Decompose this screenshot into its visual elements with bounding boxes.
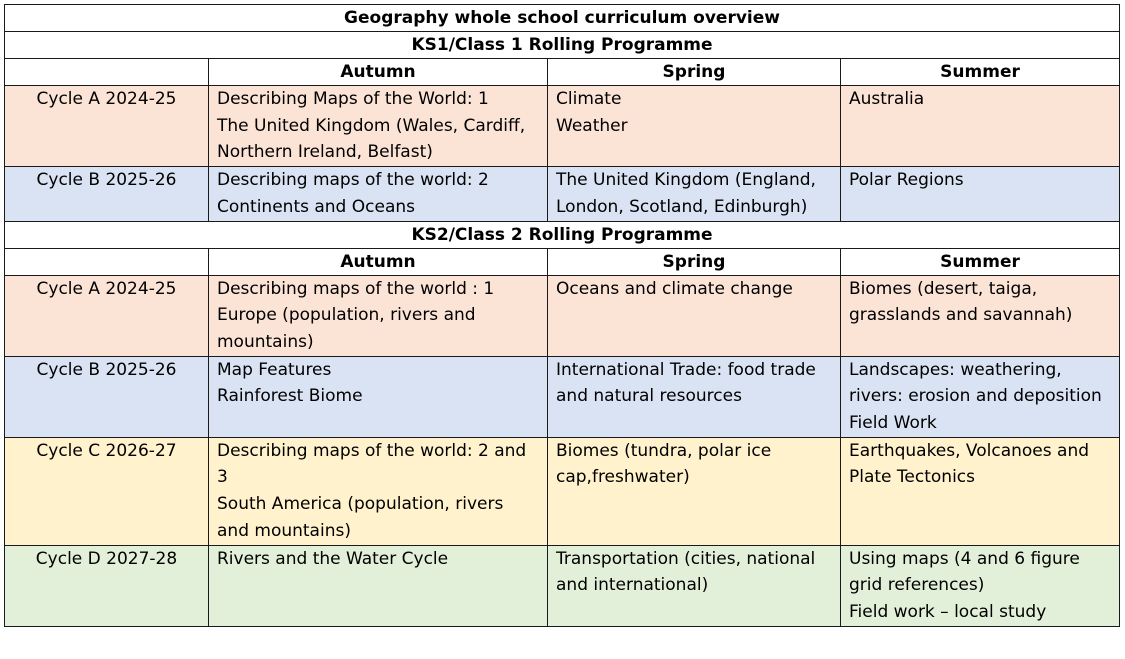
spring-cell — [548, 356, 841, 437]
topic-line: Field work – local study — [849, 601, 1047, 622]
ks2-heading: KS2/Class 2 Rolling Programme — [5, 221, 1120, 248]
ks2-heading-row — [5, 221, 1120, 248]
ks2-season-header-row — [5, 248, 1120, 275]
topic-line: Using maps (4 and 6 figure grid references) — [849, 548, 1080, 596]
ks1-cycle-a-row — [5, 86, 1120, 167]
spring-cell — [548, 275, 841, 356]
topic-line: Field Work — [849, 413, 937, 434]
cycle-label: Cycle B 2025-26 — [5, 167, 209, 221]
topic-line: Polar Regions — [849, 170, 964, 191]
autumn-cell — [209, 437, 548, 545]
ks1-season-header-row — [5, 59, 1120, 86]
topic-line: Weather — [556, 115, 628, 136]
empty-header-cell — [5, 248, 209, 275]
topic-line: Map Features — [217, 359, 332, 380]
topic-line: Describing maps of the world : 1 — [217, 278, 495, 299]
topic-line: Australia — [849, 89, 925, 109]
topic-line: Europe (population, rivers and mountains) — [217, 305, 476, 352]
topic-line: Biomes (desert, taiga, grasslands and savannah) — [849, 278, 1073, 326]
ks1-heading-row — [5, 32, 1120, 59]
ks2-cycle-a-row — [5, 275, 1120, 356]
summer-cell — [841, 86, 1120, 167]
ks2-cycle-d-row — [5, 545, 1120, 626]
title-row — [5, 5, 1120, 32]
cycle-label: Cycle A 2024-25 — [5, 86, 209, 167]
page-title: Geography whole school curriculum overview — [5, 5, 1120, 32]
topic-line: Climate — [556, 89, 622, 109]
ks1-heading: KS1/Class 1 Rolling Programme — [5, 32, 1120, 59]
spring-cell — [548, 167, 841, 221]
spring-cell — [548, 437, 841, 545]
summer-cell — [841, 167, 1120, 221]
summer-cell — [841, 437, 1120, 545]
cycle-label: Cycle B 2025-26 — [5, 356, 209, 437]
season-header-spring: Spring — [548, 248, 841, 275]
summer-cell — [841, 275, 1120, 356]
curriculum-table — [4, 4, 1120, 627]
topic-line: Landscapes: weathering, rivers: erosion and deposition — [849, 359, 1102, 407]
autumn-cell — [209, 86, 548, 167]
topic-line: Describing maps of the world: 2 and 3 — [217, 440, 527, 488]
curriculum-page — [4, 4, 1119, 627]
topic-line: Oceans and climate change — [556, 278, 793, 299]
season-header-summer: Summer — [841, 59, 1120, 86]
topic-line: Rainforest Biome — [217, 386, 363, 407]
ks1-cycle-b-row — [5, 167, 1120, 221]
summer-cell — [841, 356, 1120, 437]
topic-line: International Trade: food trade and natural resources — [556, 359, 816, 407]
cycle-label: Cycle C 2026-27 — [5, 437, 209, 545]
topic-line: Biomes (tundra, polar ice cap,freshwater) — [556, 440, 772, 488]
topic-line: The United Kingdom (England, London, Scotland, Edinburgh) — [556, 170, 816, 217]
autumn-cell — [209, 356, 548, 437]
ks2-cycle-c-row — [5, 437, 1120, 545]
empty-header-cell — [5, 59, 209, 86]
topic-line: Continents and Oceans — [217, 196, 415, 217]
topic-line: Rivers and the Water Cycle — [217, 548, 449, 569]
topic-line: Earthquakes, Volcanoes and Plate Tectonics — [849, 440, 1090, 488]
spring-cell — [548, 545, 841, 626]
topic-line: Describing maps of the world: 2 — [217, 170, 489, 191]
autumn-cell — [209, 167, 548, 221]
cycle-label: Cycle D 2027-28 — [5, 545, 209, 626]
topic-line: Describing Maps of the World: 1 — [217, 89, 489, 109]
topic-line: The United Kingdom (Wales, Cardiff, Northern Ireland, Belfast) — [217, 115, 526, 163]
ks2-cycle-b-row — [5, 356, 1120, 437]
cycle-label: Cycle A 2024-25 — [5, 275, 209, 356]
summer-cell — [841, 545, 1120, 626]
season-header-spring: Spring — [548, 59, 841, 86]
topic-line: Transportation (cities, national and international) — [556, 548, 816, 596]
season-header-autumn: Autumn — [209, 59, 548, 86]
autumn-cell — [209, 545, 548, 626]
topic-line: South America (population, rivers and mountains) — [217, 494, 504, 541]
season-header-autumn: Autumn — [209, 248, 548, 275]
autumn-cell — [209, 275, 548, 356]
season-header-summer: Summer — [841, 248, 1120, 275]
spring-cell — [548, 86, 841, 167]
